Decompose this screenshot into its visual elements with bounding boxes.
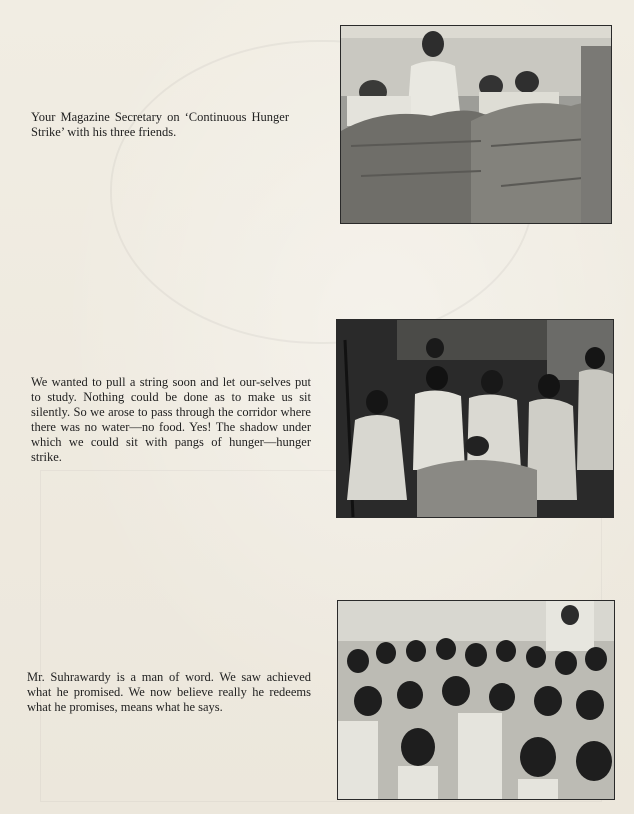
photo-students-around-bed-image — [337, 320, 613, 517]
photo-students-around-bed — [337, 320, 613, 517]
photo-crowd-of-students-image — [338, 601, 614, 799]
caption-corridor-strike: We wanted to pull a string soon and let our-selves put to study. Nothing could be done as to make us sit silently. So we arose to pass through the corridor where there was no water—no food. Yes! The shadow under which we could sit with pangs of hunger—hunger strike. — [31, 375, 311, 464]
photo-hunger-strikers-in-bed — [341, 26, 611, 223]
photo-crowd-of-students — [338, 601, 614, 799]
photo-hunger-strikers-in-bed-image — [341, 26, 611, 223]
caption-hunger-strike: Your Magazine Secretary on ‘Continuous Hunger Strike’ with his three friends. — [31, 110, 289, 139]
caption-man-of-word: Mr. Suhrawardy is a man of word. We saw achieved what he promised. We now believe really he redeems what he promises, means what he says. — [27, 670, 311, 714]
